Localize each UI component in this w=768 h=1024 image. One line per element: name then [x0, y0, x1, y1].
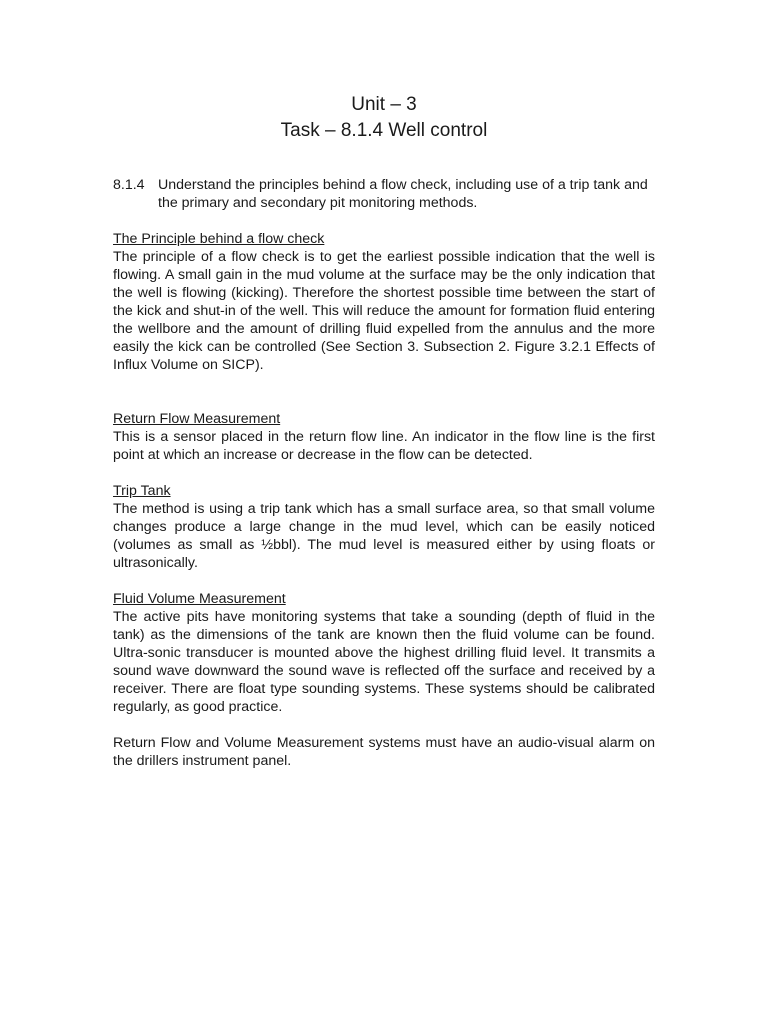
section-flow-check-principle [113, 230, 655, 374]
section-trip-tank [113, 482, 655, 572]
closing-paragraph: Return Flow and Volume Measurement systems must have an audio-visual alarm on the drillers instrument panel. [113, 735, 655, 769]
section-body: The active pits have monitoring systems that take a sounding (depth of fluid in the tank) as the dimensions of the tank are known then the fluid volume can be found. Ultra-sonic transducer is mounted above the highest drilling fluid level. It transmits a sound wave downward the sound wave is reflected off the surface and received by a receiver. There are float type sounding systems. These systems should be calibrated regularly, as good practice. [113, 609, 655, 715]
unit-title: Unit – 3 [351, 94, 417, 115]
section-body: The method is using a trip tank which has a small surface area, so that small volume changes produce a large change in the mud level, which can be easily noticed (volumes as small as ½bbl). The mud level is measured either by using floats or ultrasonically. [113, 501, 655, 571]
section-body: The principle of a flow check is to get the earliest possible indication that the well is flowing. A small gain in the mud volume at the surface may be the only indication that the well is flowing (kicking). Therefore the shortest possible time between the start of the kick and shut-in of the well. This will reduce the amount for formation fluid entering the wellbore and the amount of drilling fluid expelled from the annulus and the more easily the kick can be controlled (See Section 3. Subsection 2. Figure 3.2.1 Effects of Influx Volume on SICP). [113, 249, 655, 373]
section-body: This is a sensor placed in the return flow line. An indicator in the flow line is the first point at which an increase or decrease in the flow can be detected. [113, 429, 655, 463]
objective-text: Understand the principles behind a flow check, including use of a trip tank and the primary and secondary pit monitoring methods. [158, 177, 648, 211]
objective-number: 8.1.4 [113, 177, 145, 193]
title-block [0, 92, 768, 144]
task-title: Task – 8.1.4 Well control [280, 120, 488, 141]
document-body [113, 176, 655, 770]
section-heading: The Principle behind a flow check [113, 231, 325, 247]
section-heading: Fluid Volume Measurement [113, 591, 286, 607]
section-fluid-volume-measurement [113, 590, 655, 716]
section-heading: Return Flow Measurement [113, 411, 281, 427]
section-return-flow-measurement [113, 410, 655, 464]
section-heading: Trip Tank [113, 483, 171, 499]
learning-objective [113, 176, 655, 212]
